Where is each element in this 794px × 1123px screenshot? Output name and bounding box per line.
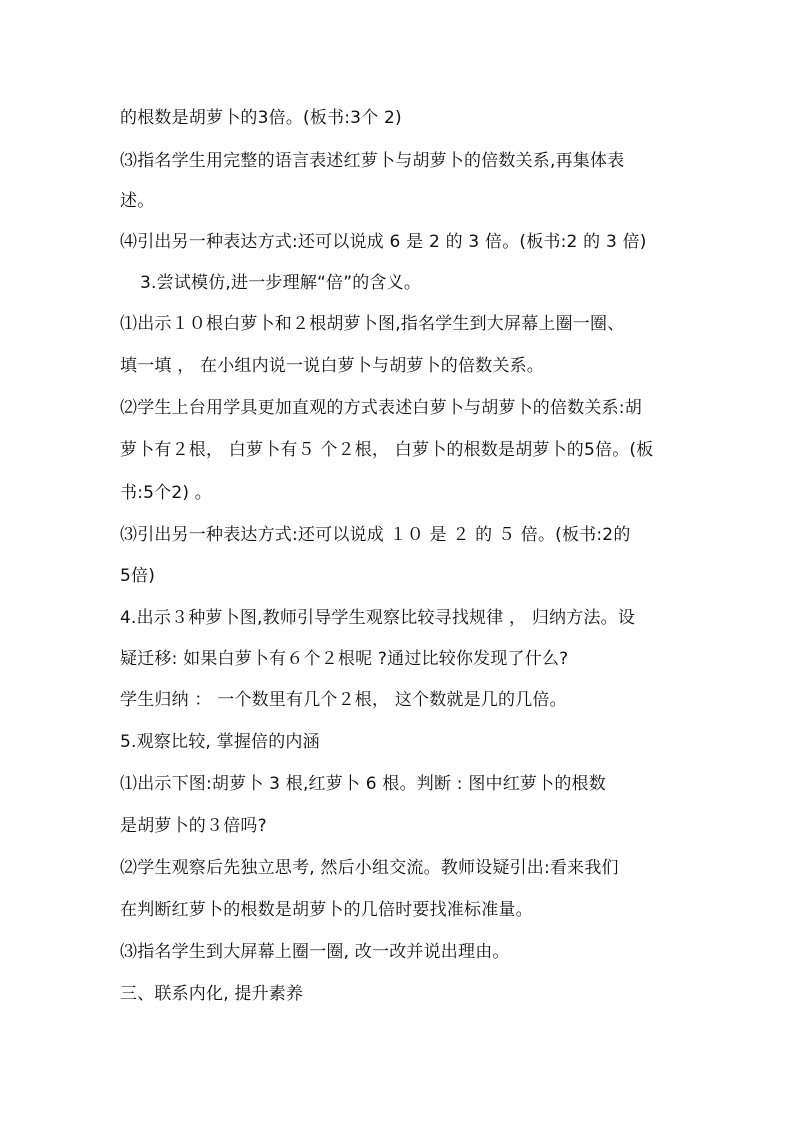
- section-heading: 3.尝试模仿,进一步理解“倍”的含义。: [140, 273, 422, 293]
- text-line: ⑶指名学生到大屏幕上圈一圈, 改一改并说出理由。: [120, 942, 510, 962]
- text-line: ⑷引出另一种表达方式:还可以说成 6 是 2 的 3 倍。(板书:2 的 3 倍): [120, 232, 647, 252]
- text-line: 述。: [120, 191, 155, 211]
- text-line: 学生归纳 ： 一个数里有几个２根， 这个数就是几的几倍。: [120, 690, 567, 710]
- text-line: 疑迁移: 如果白萝卜有６个２根呢 ?通过比较你发现了什么?: [120, 649, 569, 669]
- section-heading: 三、联系内化, 提升素养: [120, 984, 304, 1004]
- text-line: 书:5个2) 。: [120, 483, 212, 503]
- section-heading: 4.出示３种萝卜图,教师引导学生观察比较寻找规律 ， 归纳方法。设: [120, 608, 636, 628]
- text-line: ⑵学生观察后先独立思考, 然后小组交流。教师设疑引出:看来我们: [120, 858, 619, 878]
- text-line: 填一填 ， 在小组内说一说白萝卜与胡萝卜的倍数关系。: [120, 356, 545, 376]
- text-line: ⑴出示１０根白萝卜和２根胡萝卜图,指名学生到大屏幕上圈一圈、: [120, 314, 625, 334]
- text-line: ⑵学生上台用学具更加直观的方式表述白萝卜与胡萝卜的倍数关系:胡: [120, 398, 642, 418]
- text-line: ⑴出示下图:胡萝卜 3 根,红萝卜 6 根。判断 : 图中红萝卜的根数: [120, 774, 606, 794]
- text-line: 5倍): [120, 566, 156, 586]
- section-heading: 5.观察比较, 掌握倍的内涵: [120, 732, 320, 752]
- text-line: ⑶引出另一种表达方式:还可以说成 １０ 是 ２ 的 ５ 倍。(板书:2的: [120, 525, 631, 545]
- text-line: 是胡萝卜的３倍吗?: [120, 816, 267, 836]
- text-line: 的根数是胡萝卜的3倍。(板书:3个 2): [120, 108, 402, 128]
- text-line: 萝卜有２根， 白萝卜有５ 个２根， 白萝卜的根数是胡萝卜的5倍。(板: [120, 440, 654, 460]
- text-line: 在判断红萝卜的根数是胡萝卜的几倍时要找准标准量。: [120, 900, 533, 920]
- text-line: ⑶指名学生用完整的语言表述红萝卜与胡萝卜的倍数关系,再集体表: [120, 151, 625, 171]
